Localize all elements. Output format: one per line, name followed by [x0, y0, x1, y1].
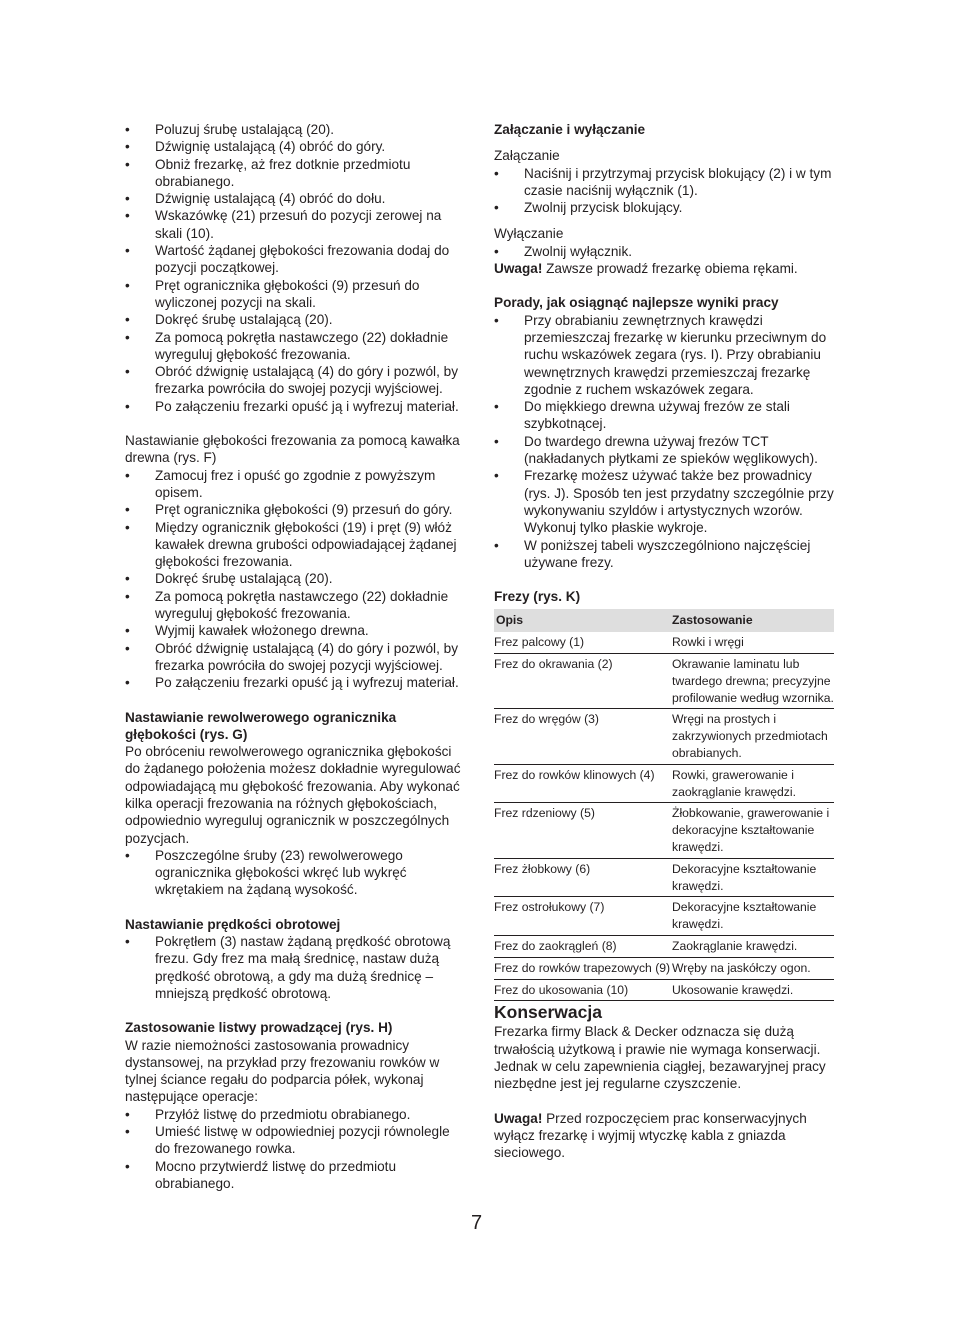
- section-heading-revolver-stop: Nastawianie rewolwerowego ogranicznika głębokości (rys. G): [125, 709, 397, 742]
- list-item: • Przyłóż listwę do przedmiotu obrabianego.: [125, 1106, 466, 1123]
- table-header-row: [494, 609, 834, 632]
- list-item: • Pręt ogranicznika głębokości (9) przesuń do góry.: [125, 501, 466, 518]
- table-cell-description: Frez do okrawania (2): [494, 657, 613, 672]
- table-row: [494, 897, 834, 936]
- list-item: • Poluzuj śrubę ustalającą (20).: [125, 121, 466, 138]
- table-cell-description: Frez rdzeniowy (5): [494, 806, 595, 821]
- guide-rail-list: [125, 1106, 466, 1192]
- warning-note: [494, 260, 834, 277]
- revolver-stop-list: [125, 847, 466, 899]
- list-item: • Dźwignię ustalającą (4) obróć do dołu.: [125, 190, 466, 207]
- table-row: [494, 979, 834, 1001]
- list-item: • Po załączeniu frezarki opuść ją i wyfrezuj materiał.: [125, 674, 466, 691]
- switch-on-list: [494, 165, 834, 217]
- switch-off-list: [494, 243, 834, 260]
- right-column: [494, 121, 834, 1161]
- table-cell-application: Wręgi na prostych i zakrzywionych przedmiotach obrabianych.: [672, 712, 828, 760]
- table-cell-application: Zaokrąglanie krawędzi.: [672, 938, 798, 953]
- list-item: • Do twardego drewna używaj frezów TCT (nakładanych płytkami ze spieków węglikowych).: [494, 433, 834, 468]
- subheading-switch-on: Załączanie: [494, 148, 560, 164]
- list-item: • Wskazówkę (21) przesuń do pozycji zerowej na skali (10).: [125, 207, 466, 242]
- wood-depth-steps-list: [125, 467, 466, 692]
- list-item: • Przy obrabianiu zewnętrznych krawędzi przemieszczaj frezarkę w kierunku przeciwnym do ruchu wskazówek zegara (rys. I). Przy obrabianiu wewnętrznych krawędzi przemieszczaj frezarkę zgodnie z ruchem wskazówek zegara.: [494, 312, 834, 398]
- list-item: • Za pomocą pokrętła nastawczego (22) dokładnie wyreguluj głębokość frezowania.: [125, 329, 466, 364]
- section-heading-tips: Porady, jak osiągnąć najlepsze wyniki pracy: [494, 295, 779, 311]
- table-cell-description: Frez palcowy (1): [494, 635, 585, 650]
- list-item: • Obróć dźwignię ustalającą (4) do góry i pozwól, by frezarka powróciła do swojej pozycji wyjściowej.: [125, 363, 466, 398]
- list-item: • Poszczególne śruby (23) rewolwerowego ogranicznika głębokości wkręć lub wykręć wkrętakiem na żądaną wysokość.: [125, 847, 466, 899]
- list-item: • Do miękkiego drewna używaj frezów ze stali szybkotnącej.: [494, 398, 834, 433]
- maintenance-warning-text: Przed rozpoczęciem prac konserwacyjnych wyłącz frezarkę i wyjmij wtyczkę kabla z gniazda sieciowego.: [494, 1110, 807, 1161]
- page-number: 7: [471, 1212, 483, 1234]
- list-item: • Pokrętłem (3) nastaw żądaną prędkość obrotową frezu. Gdy frez ma małą średnicę, nastaw dużą prędkość obrotową, a gdy ma dużą średnicę – mniejszą prędkość obrotową.: [125, 933, 466, 1002]
- list-item: • Dokręć śrubę ustalającą (20).: [125, 570, 466, 587]
- list-item: • Po załączeniu frezarki opuść ją i wyfrezuj materiał.: [125, 398, 466, 415]
- list-item: • Frezarkę możesz używać także bez prowadnicy (rys. J). Sposób ten jest przydatny szczególnie przy wykonywaniu szyldów i artystycznych wzorów. Wykonuj tylko płaskie wykroje.: [494, 467, 834, 536]
- list-item: • Dokręć śrubę ustalającą (20).: [125, 311, 466, 328]
- tips-list: [494, 312, 834, 571]
- list-item: • Pręt ogranicznika głębokości (9) przesuń do wyliczonej pozycji na skali.: [125, 277, 466, 312]
- revolver-stop-paragraph: Po obróceniu rewolwerowego ogranicznika głębokości do żądanego położenia możesz dokładnie wyregulować odpowiadającą mu głębokość frezowania. Aby wykonać kilka operacji frezowania na różnych głębokościach, odpowiednio wyreguluj ogranicznik w poszczególnych pozycjach.: [125, 744, 461, 846]
- table-cell-description: Frez do wręgów (3): [494, 712, 599, 727]
- list-item: • Wartość żądanej głębokości frezowania dodaj do pozycji początkowej.: [125, 242, 466, 277]
- table-cell-application: Wręby na jaskółczy ogon.: [672, 960, 811, 975]
- table-cell-application: Dekoracyjne kształtowanie krawędzi.: [672, 861, 817, 893]
- table-cell-description: Frez do rowków trapezowych (9): [494, 960, 671, 975]
- list-item: • Zwolnij przycisk blokujący.: [494, 199, 834, 216]
- section-heading-wood-depth: Nastawianie głębokości frezowania za pomocą kawałka drewna (rys. F): [125, 433, 460, 466]
- list-item: • Dźwignię ustalającą (4) obróć do góry.: [125, 138, 466, 155]
- section-heading-guide-rail: Zastosowanie listwy prowadzącej (rys. H): [125, 1020, 393, 1036]
- section-heading-switching: Załączanie i wyłączanie: [494, 122, 646, 137]
- table-cell-application: Okrawanie laminatu lub twardego drewna; precyzyjne profilowanie według wzornika.: [672, 657, 834, 705]
- table-cell-description: Frez ostrołukowy (7): [494, 900, 605, 915]
- list-item: • Między ogranicznik głębokości (19) i pręt (9) włóż kawałek drewna grubości odpowiadającej żądanej głębokości frezowania.: [125, 519, 466, 571]
- router-bits-table: [494, 609, 834, 1001]
- table-row: [494, 803, 834, 858]
- table-heading: Frezy (rys. K): [494, 589, 581, 605]
- table-row: [494, 764, 834, 803]
- table-row: [494, 632, 834, 653]
- table-row: [494, 654, 834, 709]
- list-item: • Za pomocą pokrętła nastawczego (22) dokładnie wyreguluj głębokość frezowania.: [125, 588, 466, 623]
- maintenance-warning-label: Uwaga!: [494, 1110, 543, 1126]
- guide-rail-paragraph: W razie niemożności zastosowania prowadnicy dystansowej, na przykład przy frezowaniu rowków w tylnej ściance regału do podparcia półek, wykonaj następujące operacje:: [125, 1037, 440, 1105]
- subheading-switch-off: Wyłączanie: [494, 226, 564, 242]
- list-item: • Umieść listwę w odpowiedniej pozycji równolegle do frezowanego rowka.: [125, 1123, 466, 1158]
- list-item: • Zamocuj frez i opuść go zgodnie z powyższym opisem.: [125, 467, 466, 502]
- list-item: • Mocno przytwierdź listwę do przedmiotu obrabianego.: [125, 1158, 466, 1193]
- warning-label: Uwaga!: [494, 261, 543, 277]
- table-cell-description: Frez do ukosowania (10): [494, 982, 629, 997]
- warning-text: Zawsze prowadź frezarkę obiema rękami.: [542, 261, 798, 277]
- section-heading-maintenance: Konserwacja: [494, 1002, 602, 1023]
- table-cell-application: Żłobkowanie, grawerowanie i dekoracyjne kształtowanie krawędzi.: [672, 806, 830, 854]
- table-row: [494, 935, 834, 957]
- table-body: [494, 632, 834, 1001]
- list-item: • W poniższej tabeli wyszczególniono najczęściej używane frezy.: [494, 537, 834, 572]
- table-header-description: Opis: [494, 609, 672, 632]
- list-item: • Obniż frezarkę, aż frez dotknie przedmiotu obrabianego.: [125, 156, 466, 191]
- table-cell-description: Frez do zaokrągleń (8): [494, 938, 617, 953]
- table-row: [494, 858, 834, 897]
- depth-setting-steps-list: [125, 121, 466, 415]
- list-item: • Naciśnij i przytrzymaj przycisk blokujący (2) i w tym czasie naciśnij wyłącznik (1).: [494, 165, 834, 200]
- table-row: [494, 709, 834, 764]
- table-cell-application: Ukosowanie krawędzi.: [672, 982, 794, 997]
- maintenance-warning: [494, 1110, 834, 1162]
- list-item: • Wyjmij kawałek włożonego drewna.: [125, 622, 466, 639]
- list-item: • Obróć dźwignię ustalającą (4) do góry i pozwól, by frezarka powróciła do swojej pozycji wyjściowej.: [125, 640, 466, 675]
- table-cell-description: Frez do rowków klinowych (4): [494, 767, 655, 782]
- left-column: [125, 121, 466, 1192]
- table-cell-description: Frez żłobkowy (6): [494, 861, 591, 876]
- section-heading-speed: Nastawianie prędkości obrotowej: [125, 916, 341, 932]
- table-cell-application: Rowki, grawerowanie i zaokrąglanie krawędzi.: [672, 767, 796, 799]
- table-header-application: Zastosowanie: [672, 609, 834, 632]
- table-row: [494, 957, 834, 979]
- maintenance-paragraph: Frezarka firmy Black & Decker odznacza się dużą trwałością użytkową i prawie nie wymaga konserwacji. Jednak w celu zapewnienia ciągłej, bezawaryjnej pracy niezbędne jest jej regularne czyszczenie.: [494, 1024, 826, 1092]
- speed-list: [125, 933, 466, 1002]
- table-cell-application: Dekoracyjne kształtowanie krawędzi.: [672, 900, 817, 932]
- table-cell-application: Rowki i wręgi: [672, 635, 744, 650]
- list-item: • Zwolnij wyłącznik.: [494, 243, 834, 260]
